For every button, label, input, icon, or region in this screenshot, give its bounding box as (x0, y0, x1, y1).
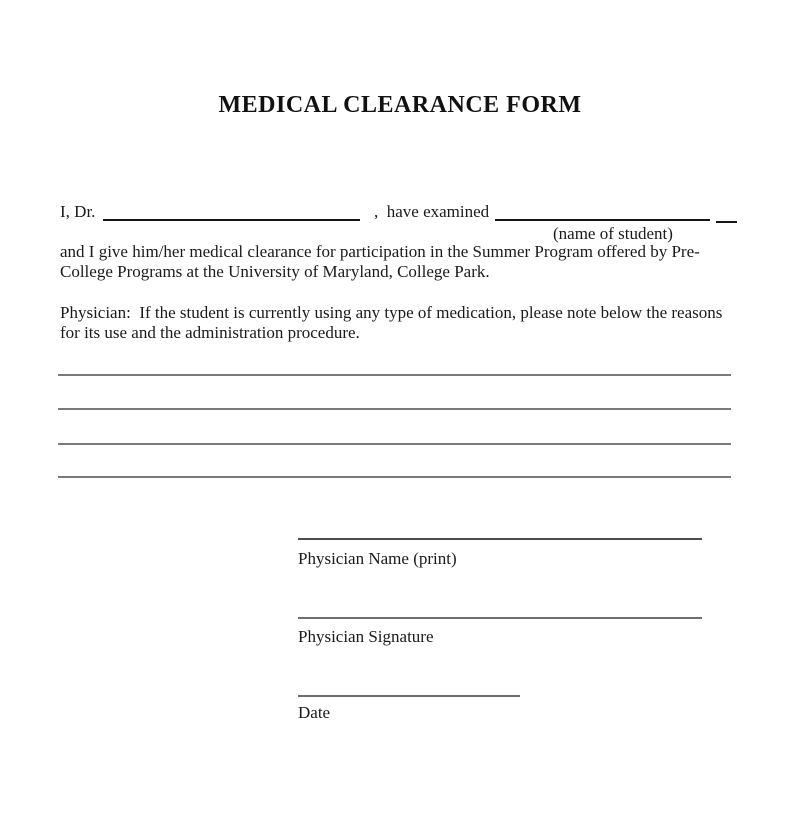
physician-signature-line[interactable] (298, 617, 702, 619)
medication-writing-line-2[interactable] (58, 408, 731, 410)
student-name-blank-tail[interactable] (716, 221, 737, 223)
form-title: MEDICAL CLEARANCE FORM (218, 92, 582, 118)
date-line[interactable] (298, 695, 520, 697)
physician-signature-label: Physician Signature (298, 627, 434, 646)
student-name-blank[interactable] (495, 219, 710, 221)
medication-writing-line-4[interactable] (58, 476, 731, 478)
doctor-name-blank[interactable] (103, 219, 360, 221)
intro-connector: , have examined (374, 202, 490, 221)
clearance-paragraph-line-2: College Programs at the University of Maryland, College Park. (60, 262, 490, 281)
medication-writing-line-1[interactable] (58, 374, 731, 376)
physician-note-line-2: for its use and the administration procedure. (60, 323, 360, 342)
physician-name-label: Physician Name (print) (298, 549, 457, 568)
date-label: Date (298, 703, 331, 722)
intro-prefix: I, Dr. (60, 202, 96, 221)
medication-writing-line-3[interactable] (58, 443, 731, 445)
physician-note-line-1: Physician: If the student is currently using any type of medication, please note below the reasons (60, 303, 723, 322)
clearance-paragraph-line-1: and I give him/her medical clearance for participation in the Summer Program offered by Pre- (60, 242, 700, 261)
name-of-student-caption: (name of student) (553, 224, 673, 243)
physician-name-line[interactable] (298, 538, 702, 540)
